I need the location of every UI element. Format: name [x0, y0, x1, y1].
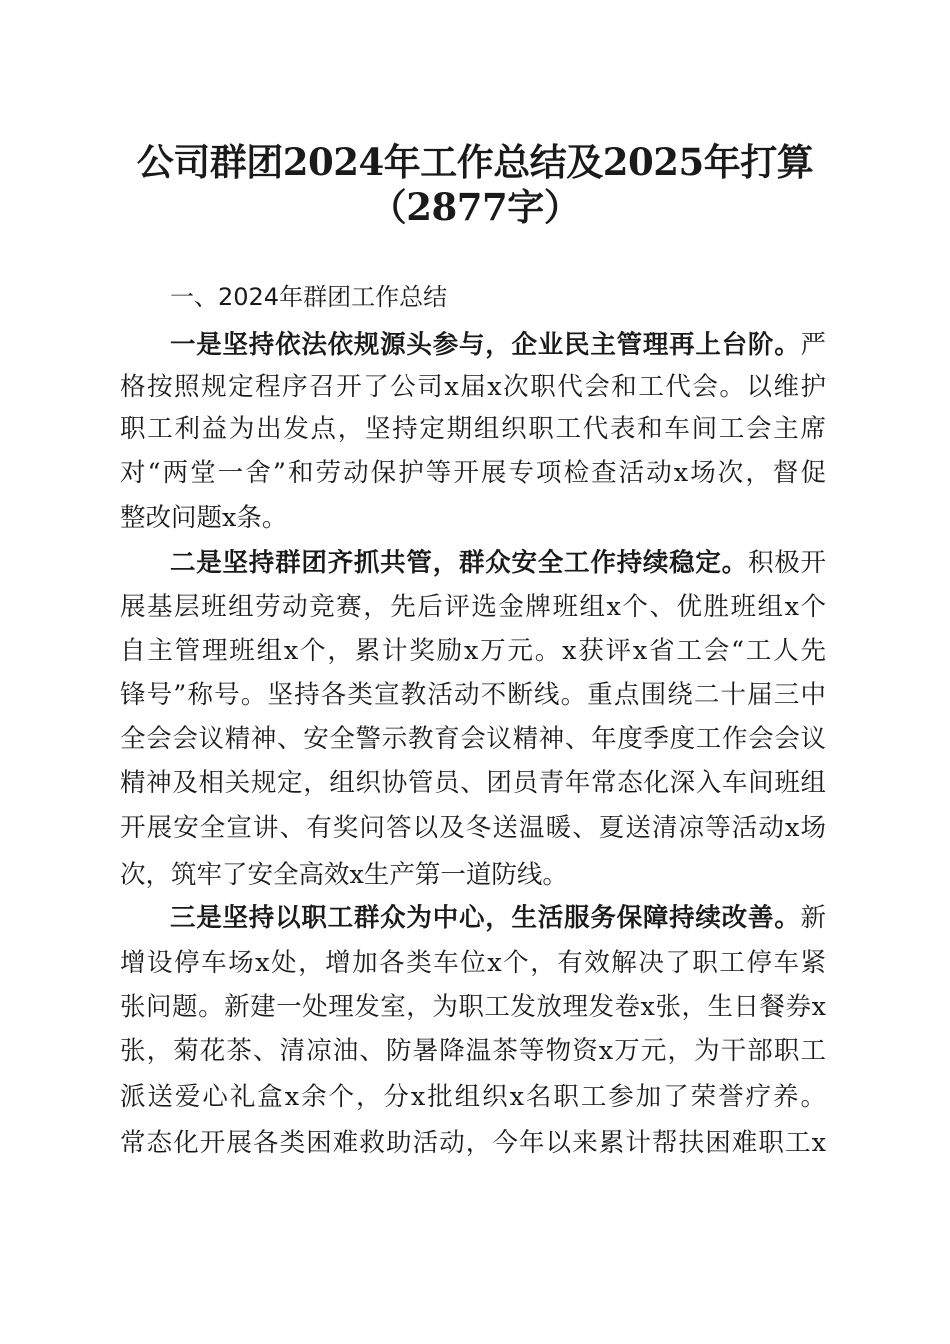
paragraph-line: 一是坚持依法依规源头参与，企业民主管理再上台阶。严: [170, 330, 826, 360]
paragraph-line: 格按照规定程序召开了公司x届x次职代会和工代会。以维护: [120, 372, 826, 402]
paragraph-line: 自主管理班组x个，累计奖励x万元。x获评x省工会“工人先: [120, 636, 826, 666]
paragraph-lead: 一是坚持依法依规源头参与，企业民主管理再上台阶。: [170, 330, 801, 360]
section-heading: 一、2024年群团工作总结: [170, 283, 448, 311]
paragraph-line: 增设停车场x处，增加各类车位x个，有效解决了职工停车紧: [120, 948, 826, 978]
paragraph-line: 三是坚持以职工群众为中心，生活服务保障持续改善。新: [170, 903, 826, 933]
paragraph-line: 精神及相关规定，组织协管员、团员青年常态化深入车间班组: [120, 768, 826, 798]
paragraph-line: 次，筑牢了安全高效x生产第一道防线。: [120, 860, 568, 890]
paragraph-line: 二是坚持群团齐抓共管，群众安全工作持续稳定。积极开: [170, 548, 826, 578]
paragraph-line: 职工利益为出发点，坚持定期组织职工代表和车间工会主席: [120, 414, 826, 444]
paragraph-line: 派送爱心礼盒x余个，分x批组织x名职工参加了荣誉疗养。: [120, 1082, 826, 1112]
paragraph-line: 对“两堂一舍”和劳动保护等开展专项检查活动x场次，督促: [120, 458, 826, 488]
document-word-count: （2877字）: [369, 185, 581, 229]
paragraph-lead: 二是坚持群团齐抓共管，群众安全工作持续稳定。: [170, 548, 748, 578]
paragraph-line: 整改问题x条。: [120, 503, 288, 533]
paragraph-line: 张问题。新建一处理发室，为职工发放理发卷x张，生日餐券x: [120, 992, 826, 1022]
paragraph-line: 张，菊花茶、清凉油、防暑降温茶等物资x万元，为干部职工: [120, 1036, 826, 1066]
paragraph-line: 展基层班组劳动竞赛，先后评选金牌班组x个、优胜班组x个: [120, 592, 826, 622]
paragraph-line: 全会会议精神、安全警示教育会议精神、年度季度工作会会议: [120, 724, 826, 754]
paragraph-lead: 三是坚持以职工群众为中心，生活服务保障持续改善。: [170, 903, 801, 933]
paragraph-line: 常态化开展各类困难救助活动，今年以来累计帮扶困难职工x: [120, 1128, 826, 1158]
paragraph-line: 锋号”称号。坚持各类宣教活动不断线。重点围绕二十届三中: [120, 680, 826, 710]
paragraph-line: 开展安全宣讲、有奖问答以及冬送温暖、夏送清凉等活动x场: [120, 813, 826, 843]
document-title: 公司群团2024年工作总结及2025年打算: [136, 140, 814, 184]
